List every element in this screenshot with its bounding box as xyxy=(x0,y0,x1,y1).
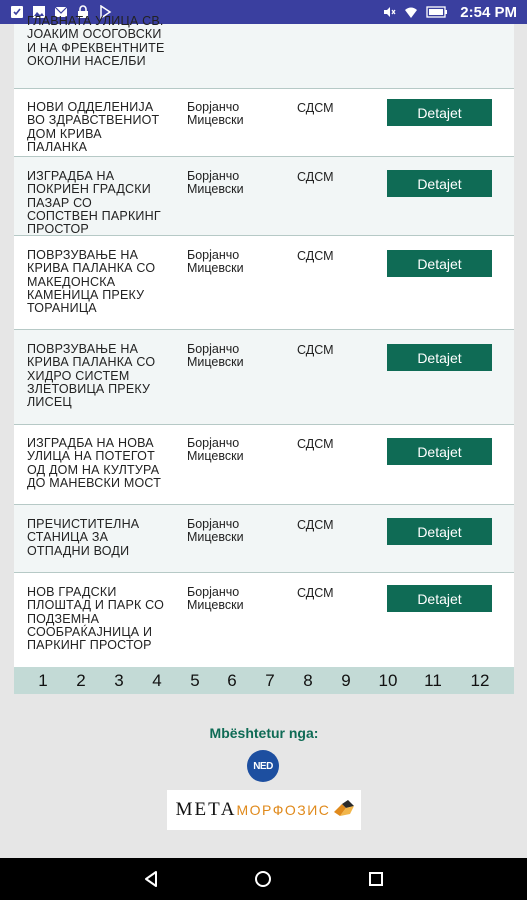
project-person: Борјанчо Мицевски xyxy=(187,248,244,276)
project-person: Борјанчо Мицевски xyxy=(187,169,244,197)
project-party: СДСМ xyxy=(297,586,334,600)
page-link-12[interactable]: 12 xyxy=(470,671,490,690)
metamorfozis-logo xyxy=(167,790,361,830)
project-title: ИЗГРАДБА НА ПОКРИЕН ГРАДСКИ ПАЗАР СО СОПСТВЕН ПАРКИНГ ПРОСТОР xyxy=(27,169,161,237)
project-list xyxy=(14,14,514,667)
project-row xyxy=(14,505,514,573)
project-party: СДСМ xyxy=(297,101,334,115)
project-title: ПОВРЗУВАЊЕ НА КРИВА ПАЛАНКА СО ХИДРО СИСТЕМ ЗЛЕТОВИЦА ПРЕКУ ЛИСЕЦ xyxy=(27,342,156,410)
page-link-5[interactable]: 5 xyxy=(190,671,200,690)
project-title: ИЗГРАДБА НА НОВА УЛИЦА НА ПОТЕГОТ ОД ДОМ НА КУЛТУРА ДО МАНЕВСКИ МОСТ xyxy=(27,436,162,490)
battery-icon xyxy=(426,5,448,19)
project-row xyxy=(14,425,514,505)
page-link-1[interactable]: 1 xyxy=(38,671,48,690)
details-button[interactable]: Detajet xyxy=(387,585,492,612)
project-party: СДСМ xyxy=(297,343,334,357)
project-row xyxy=(14,89,514,157)
project-title: ГЛАВНАТА УЛИЦА СВ. ЈОАКИМ ОСОГОВСКИ И НА ФРЕКВЕНТНИТЕ ОКОЛНИ НАСЕЛБИ xyxy=(27,14,165,68)
project-person: Борјанчо Мицевски xyxy=(187,100,244,128)
notification-icon xyxy=(10,5,24,19)
page-link-11[interactable]: 11 xyxy=(424,671,442,690)
home-icon[interactable] xyxy=(254,870,272,888)
puzzle-logo-icon xyxy=(332,800,356,820)
recents-icon[interactable] xyxy=(367,870,385,888)
project-party: СДСМ xyxy=(297,249,334,263)
project-party: СДСМ xyxy=(297,518,334,532)
page-link-9[interactable]: 9 xyxy=(341,671,351,690)
details-button[interactable]: Detajet xyxy=(387,99,492,126)
meta-logo-part-a: МЕТА xyxy=(175,799,237,820)
status-right-icons xyxy=(382,4,517,21)
page-link-4[interactable]: 4 xyxy=(152,671,162,690)
page-link-10[interactable]: 10 xyxy=(378,671,398,690)
details-button[interactable]: Detajet xyxy=(387,438,492,465)
pagination xyxy=(14,667,514,694)
details-button[interactable]: Detajet xyxy=(387,344,492,371)
project-row xyxy=(14,157,514,236)
project-row xyxy=(14,330,514,425)
page-link-3[interactable]: 3 xyxy=(114,671,124,690)
page-link-2[interactable]: 2 xyxy=(76,671,86,690)
project-person: Борјанчо Мицевски xyxy=(187,436,244,464)
page-link-6[interactable]: 6 xyxy=(227,671,237,690)
project-title: ПРЕЧИСТИТЕЛНА СТАНИЦА ЗА ОТПАДНИ ВОДИ xyxy=(27,517,140,558)
project-party: СДСМ xyxy=(297,170,334,184)
project-person: Борјанчо Мицевски xyxy=(187,517,244,545)
project-row xyxy=(14,573,514,667)
details-button[interactable]: Detajet xyxy=(387,250,492,277)
mute-icon xyxy=(382,5,396,19)
page-link-7[interactable]: 7 xyxy=(265,671,275,690)
ned-logo-text: NED xyxy=(253,760,273,772)
sponsor-section xyxy=(14,694,514,858)
meta-logo-part-b: МОРФОЗИС xyxy=(236,802,331,818)
project-party: СДСМ xyxy=(297,437,334,451)
page-link-8[interactable]: 8 xyxy=(303,671,313,690)
project-row xyxy=(14,14,514,89)
navigation-bar xyxy=(0,858,527,900)
sponsor-title: Mbështetur nga: xyxy=(209,725,319,741)
details-button[interactable]: Detajet xyxy=(387,518,492,545)
status-time: 2:54 PM xyxy=(460,3,517,21)
project-title: НОВ ГРАДСКИ ПЛОШТАД И ПАРК СО ПОДЗЕМНА СООБРАЌАЈНИЦА И ПАРКИНГ ПРОСТОР xyxy=(27,585,165,653)
project-person: Борјанчо Мицевски xyxy=(187,585,244,613)
details-button[interactable]: Detajet xyxy=(387,170,492,197)
project-title: НОВИ ОДДЕЛЕНИЈА ВО ЗДРАВСТВЕНИОТ ДОМ КРИВА ПАЛАНКА xyxy=(27,100,160,154)
project-person: Борјанчо Мицевски xyxy=(187,342,244,370)
wifi-icon xyxy=(404,5,418,19)
project-title: ПОВРЗУВАЊЕ НА КРИВА ПАЛАНКА СО МАКЕДОНСКА КАМЕНИЦА ПРЕКУ ТОРАНИЦА xyxy=(27,248,156,316)
ned-logo xyxy=(247,750,279,782)
project-row xyxy=(14,236,514,330)
back-icon[interactable] xyxy=(142,870,160,888)
